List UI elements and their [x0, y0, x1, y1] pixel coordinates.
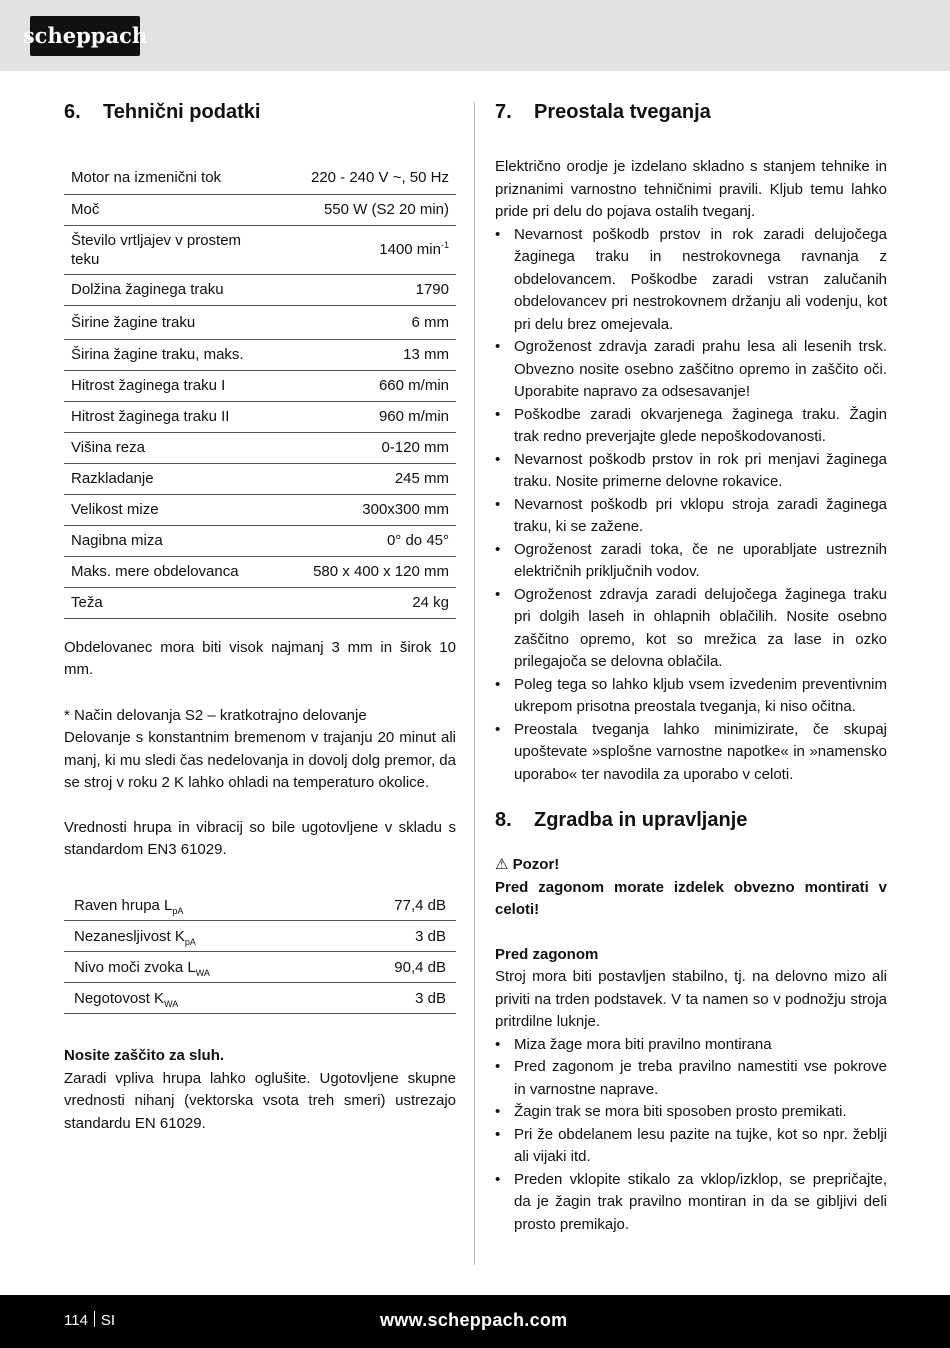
spec-label: Velikost mize: [64, 494, 311, 525]
operating-mode-title: * Način delovanja S2 – kratkotrajno delovanje: [64, 706, 367, 724]
noise-label: [64, 952, 339, 983]
before-start-list: [495, 1034, 887, 1237]
spec-label: Hitrost žaginega traku I: [64, 370, 311, 401]
table-row: [64, 339, 456, 370]
table-row: [64, 225, 456, 274]
list-item: • Miza žage mora biti pravilno montirana: [495, 1034, 887, 1057]
noise-value: 3 dB: [339, 983, 456, 1014]
spec-label: Teža: [64, 587, 311, 618]
table-row: [64, 921, 456, 952]
spec-label: Moč: [64, 194, 311, 225]
section-6-heading: [64, 100, 456, 124]
list-item: • Nevarnost poškodb prstov in rok zaradi delujočega žaginega traku in nestrokovnega ravnanja z obdelovancem. Poškodbe zaradi vstran zalučanih obdelovancev pri nestrokovnem držanju ali vodenju, kot pri delu brez omejevala.: [495, 224, 887, 337]
list-item: • Ogroženost zdravja zaradi delujočega žaginega traku pri dolgih laseh in ohlapnih oblačilih. Nosite osebno zaščitno opremo, kot so mrežica za lase in ozko prilegajoča se delovna oblačila.: [495, 584, 887, 674]
spec-label: Širina žagine traku, maks.: [64, 339, 311, 370]
table-row: [64, 274, 456, 305]
section-7-heading: [495, 100, 887, 124]
list-item: • Ogroženost zdravja zaradi prahu lesa ali lesenih trsk. Obvezno nosite osebno zaščitno opremo in zaščito oči. Uporabite napravo za odsesavanje!: [495, 336, 887, 404]
spec-label: Razkladanje: [64, 463, 311, 494]
noise-label: [64, 983, 339, 1014]
workpiece-note: Obdelovanec mora biti visok najmanj 3 mm in širok 10 mm.: [64, 638, 456, 678]
table-row: [64, 194, 456, 225]
list-item: • Pred zagonom je treba pravilno namestiti vse pokrove in varnostne naprave.: [495, 1056, 887, 1101]
spec-label: Širine žagine traku: [64, 305, 311, 339]
technical-data-table: [64, 162, 456, 619]
noise-label-subscript: WA: [195, 967, 210, 978]
spec-value-text: 1400 min: [379, 241, 441, 258]
noise-value: 3 dB: [339, 921, 456, 952]
spec-label: Hitrost žaginega traku II: [64, 401, 311, 432]
table-row: [64, 162, 456, 194]
left-column: [64, 100, 456, 1135]
noise-standard-note: Vrednosti hrupa in vibracij so bile ugotovljene v skladu s standardom EN3 61029.: [64, 818, 456, 858]
spec-value: 0° do 45°: [311, 525, 456, 556]
spec-value: 245 mm: [311, 463, 456, 494]
warning-line: [495, 854, 887, 877]
warning-label: Pozor!: [512, 856, 560, 873]
spec-label: Število vrtljajev v prostem teku: [64, 225, 311, 274]
section-number: 6.: [64, 101, 81, 123]
spec-value: 24 kg: [311, 587, 456, 618]
table-row: [64, 463, 456, 494]
right-column: [495, 100, 887, 1236]
column-divider: [474, 102, 475, 1265]
table-row: [64, 556, 456, 587]
noise-value: 90,4 dB: [339, 952, 456, 983]
spec-value: 6 mm: [311, 305, 456, 339]
section-number: 8.: [495, 809, 512, 831]
table-row: [64, 432, 456, 463]
spec-value: 13 mm: [311, 339, 456, 370]
list-item: • Žagin trak se mora biti sposoben prosto premikati.: [495, 1101, 887, 1124]
spec-value-exponent: -1: [440, 240, 449, 250]
operating-mode-text: Delovanje s konstantnim bremenom v trajanju 20 minut ali manj, ki mu sledi čas nedelovanja in dovolj dolg premor, da se stroj v roku 2 K lahko ohladi na temperaturo okolice.: [64, 729, 456, 791]
hearing-protection-title: Nosite zaščito za sluh.: [64, 1047, 225, 1064]
list-item: • Poleg tega so lahko kljub vsem izvedenim preventivnim ukrepom prisotna preostala tveganja, ki niso očitna.: [495, 674, 887, 719]
noise-label: [64, 891, 339, 921]
noise-label-subscript: pA: [172, 905, 184, 916]
spec-label: Motor na izmenični tok: [64, 162, 311, 194]
residual-risks-intro: Električno orodje je izdelano skladno s stanjem tehnike in priznanimi varnostno tehničnimi pravili. Kljub temu lahko pride pri delu do pojava ostalih tveganj.: [495, 158, 887, 220]
section-number: 7.: [495, 101, 512, 123]
spec-label: Nagibna miza: [64, 525, 311, 556]
noise-label-text: Negotovost K: [74, 989, 165, 1007]
spec-value: [311, 225, 456, 274]
table-row: [64, 587, 456, 618]
warning-text: Pred zagonom morate izdelek obvezno montirati v celoti!: [495, 878, 887, 918]
spec-value: 580 x 400 x 120 mm: [311, 556, 456, 587]
spec-value: 660 m/min: [311, 370, 456, 401]
spec-value: 220 - 240 V ~, 50 Hz: [311, 162, 456, 194]
spec-label: Maks. mere obdelovanca: [64, 556, 311, 587]
noise-table: [64, 891, 456, 1015]
spec-value: 1790: [311, 274, 456, 305]
table-row: [64, 891, 456, 921]
table-row: [64, 983, 456, 1014]
section-title: Zgradba in upravljanje: [534, 809, 748, 831]
noise-label-subscript: WA: [164, 998, 179, 1009]
table-row: [64, 494, 456, 525]
spec-label: Dolžina žaginega traku: [64, 274, 311, 305]
table-row: [64, 952, 456, 983]
page-number-value: 114: [64, 1312, 88, 1329]
table-row: [64, 401, 456, 432]
before-start-title: Pred zagonom: [495, 945, 599, 963]
header-bar: [0, 0, 950, 71]
footer-bar: [0, 1295, 950, 1348]
table-row: [64, 305, 456, 339]
spec-value: 550 W (S2 20 min): [311, 194, 456, 225]
scheppach-logo: scheppach: [30, 16, 140, 56]
table-row: [64, 370, 456, 401]
noise-label-text: Raven hrupa L: [74, 896, 173, 914]
hearing-protection-text: Zaradi vpliva hrupa lahko oglušite. Ugotovljene skupne vrednosti nihanj (vektorska vsota treh smeri) ustrezajo standardu EN 61029.: [64, 1069, 456, 1132]
residual-risks-list: [495, 224, 887, 787]
list-item: • Preden vklopite stikalo za vklop/izklop, se prepričajte, da je žagin trak pravilno montiran in da se gibljivi deli prosto premikajo.: [495, 1169, 887, 1237]
list-item: • Nevarnost poškodb pri vklopu stroja zaradi žaginega traku, ki se zažene.: [495, 494, 887, 539]
spec-label: Višina reza: [64, 432, 311, 463]
noise-label: [64, 921, 339, 952]
list-item: • Nevarnost poškodb prstov in rok pri menjavi žaginega traku. Nosite primerne delovne rokavice.: [495, 449, 887, 494]
noise-label-text: Nivo moči zvoka L: [74, 958, 196, 976]
warning-triangle-icon: ⚠: [495, 856, 509, 873]
page-separator: [94, 1311, 95, 1327]
spec-value: 0-120 mm: [311, 432, 456, 463]
section-title: Preostala tveganja: [534, 101, 711, 123]
list-item: • Poškodbe zaradi okvarjenega žaginega traku. Žagin trak redno preverjajte glede nepoškodovanosti.: [495, 404, 887, 449]
list-item: • Pri že obdelanem lesu pazite na tujke, kot so npr. žeblji ali vijaki itd.: [495, 1124, 887, 1169]
table-row: [64, 525, 456, 556]
noise-value: 77,4 dB: [339, 891, 456, 921]
page-number: [64, 1311, 115, 1331]
language-code: SI: [100, 1312, 116, 1329]
website-link[interactable]: www.scheppach.com: [380, 1310, 568, 1330]
section-title: Tehnični podatki: [103, 101, 261, 123]
spec-value: 300x300 mm: [311, 494, 456, 525]
list-item: • Ogroženost zaradi toka, če ne uporabljate ustreznih električnih priključnih vodov.: [495, 539, 887, 584]
noise-label-subscript: pA: [184, 936, 196, 947]
list-item: • Preostala tveganja lahko minimizirate, če skupaj upoštevate »splošne varnostne napotke« in »namensko uporabo« ter navodila za uporabo v celoti.: [495, 719, 887, 787]
spec-value: 960 m/min: [311, 401, 456, 432]
noise-label-text: Nezanesljivost K: [74, 927, 185, 945]
section-8-heading: [495, 808, 887, 832]
before-start-intro: Stroj mora biti postavljen stabilno, tj. na delovno mizo ali priviti na trden podstavek. V ta namen so v podnožju stroja pritrdilne luknje.: [495, 968, 887, 1030]
